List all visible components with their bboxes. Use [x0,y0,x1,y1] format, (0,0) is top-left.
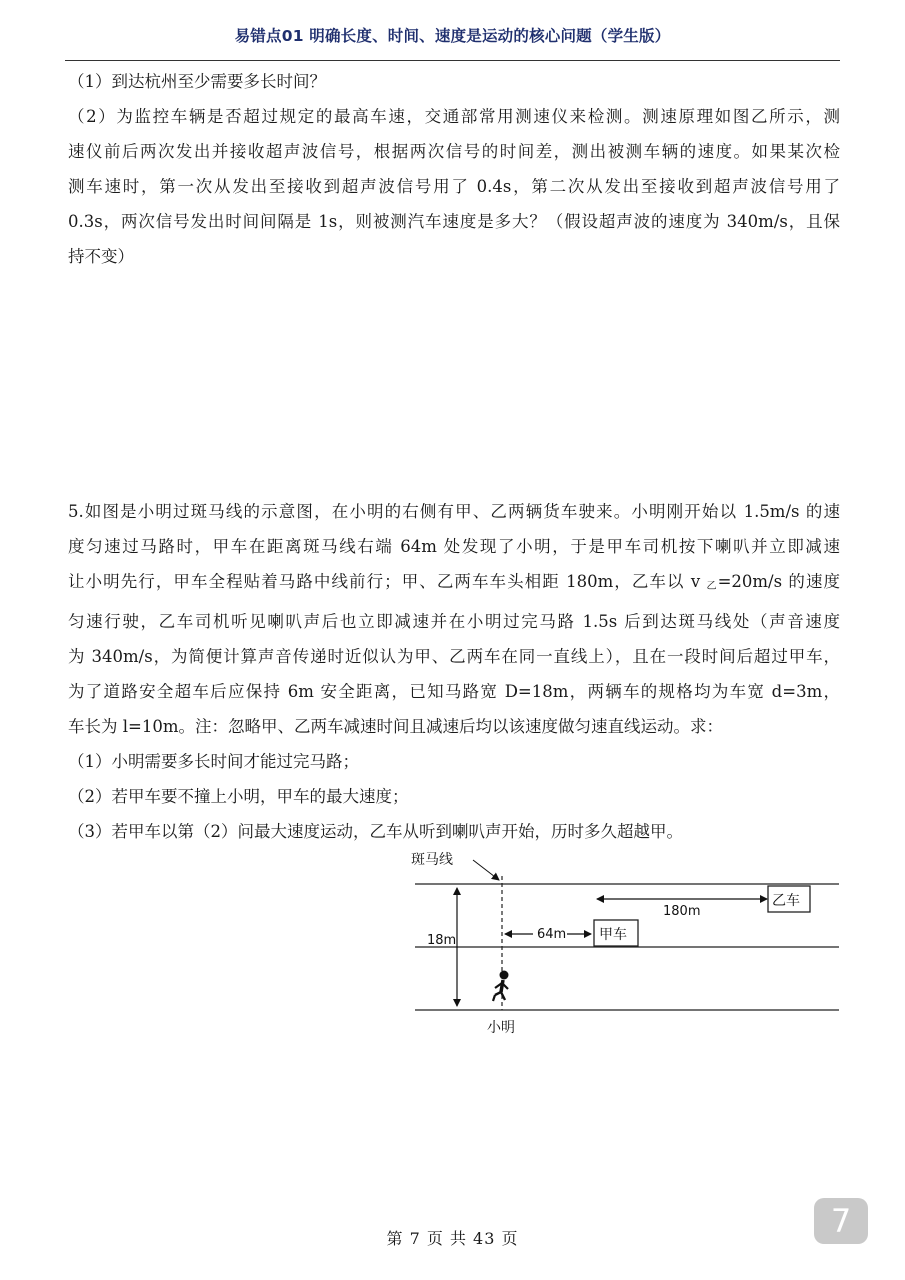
q5-block [68,494,840,849]
header-divider [65,60,840,61]
distance-180m-label: 180m [663,904,701,919]
q5-line1: 5.如图是小明过斑马线的示意图，在小明的右侧有甲、乙两辆货车驶来。小明刚开始以 1.5m/s 的速 [68,502,840,521]
zebra-crossing-diagram [405,846,845,1041]
q5-line3-sub: 乙 [706,581,718,592]
car-yi-label: 乙车 [772,893,800,909]
q5-line3-a: 让小明先行，甲车全程贴着马路中线前行；甲、乙两车车头相距 180m，乙车以 v [68,572,701,591]
person-label: 小明 [487,1020,515,1036]
q5-line3-b: =20m/s 的速度 [717,572,841,591]
q4-part1: （1）到达杭州至少需要多长时间？ [68,72,326,91]
q4-part2-line5: 持不变） [68,247,134,266]
zebra-label: 斑马线 [411,852,453,868]
running-person-icon [493,971,509,1002]
page-number-badge: 7 [814,1198,868,1244]
gap-64m-label: 64m [537,927,567,942]
car-jia-label: 甲车 [599,927,627,943]
q5-sub3: （3）若甲车以第（2）问最大速度运动，乙车从听到喇叭声开始，历时多久超越甲。 [68,822,683,841]
q5-line2: 度匀速过马路时，甲车在距离斑马线右端 64m 处发现了小明，于是甲车司机按下喇叭并立即减速 [68,537,840,556]
page-footer: 第 7 页 共 43 页 [386,1229,519,1248]
q5-sub1: （1）小明需要多长时间才能过完马路； [68,752,359,771]
zebra-pointer-arrow [473,860,499,880]
q4-part2-line1: （2）为监控车辆是否超过规定的最高车速，交通部常用测速仪来检测。测速原理如图乙所示，测 [68,107,840,126]
q4-part2-line2: 速仪前后两次发出并接收超声波信号，根据两次信号的时间差，测出被测车辆的速度。如果某次检 [68,142,840,161]
q5-line3 [68,564,840,604]
q4-part2-line4: 0.3s，两次信号发出时间间隔是 1s，则被测汽车速度是多大？（假设超声波的速度为 340m/s，且保 [68,212,840,231]
q4-part2-line3: 测车速时，第一次从发出至接收到超声波信号用了 0.4s，第二次从发出至接收到超声波信号用了 [68,177,840,196]
q5-sub2: （2）若甲车要不撞上小明，甲车的最大速度； [68,787,409,806]
road-width-label: 18m [427,933,457,948]
q4-block [68,64,840,274]
q5-line4: 匀速行驶，乙车司机听见喇叭声后也立即减速并在小明过完马路 1.5s 后到达斑马线处（声音速度 [68,612,840,631]
q5-line5: 为 340m/s，为简便计算声音传递时近似认为甲、乙两车在同一直线上），且在一段时间后超过甲车， [68,647,840,666]
q5-line7: 车长为 l=10m。注：忽略甲、乙两车减速时间且减速后均以该速度做匀速直线运动。求： [68,717,723,736]
page-header-title: 易错点01 明确长度、时间、速度是运动的核心问题（学生版） [234,27,671,45]
q5-line6: 为了道路安全超车后应保持 6m 安全距离，已知马路宽 D=18m，两辆车的规格均为车宽 d=3m， [68,682,840,701]
